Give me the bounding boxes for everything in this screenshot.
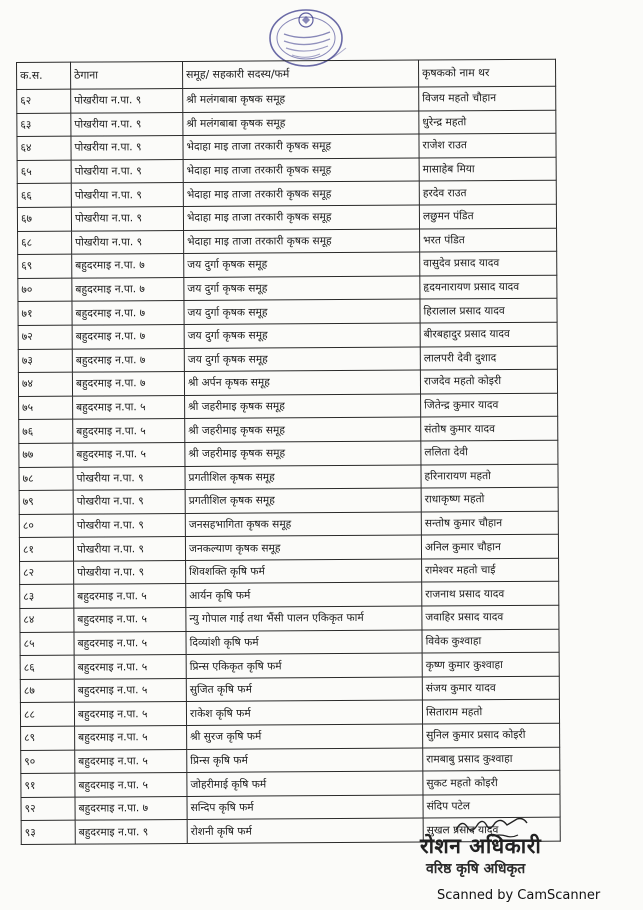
table-row (20, 629, 559, 656)
cell-address: पोखरीया न.पा. ९ (71, 88, 183, 112)
cell-serial: ६४ (17, 136, 71, 160)
cell-farmer-name: राधाकृष्ण महतो (421, 487, 558, 511)
cell-address: पोखरीया न.पा. ९ (71, 206, 183, 230)
cell-serial: ७१ (18, 302, 72, 326)
cell-address: बहुदरमाइ न.पा. ५ (75, 749, 187, 773)
table-row (21, 770, 560, 797)
cell-serial: ७२ (18, 325, 72, 349)
cell-group: जय दुर्गा कृषक समूह (184, 323, 420, 348)
cell-address: बहुदरमाइ न.पा. ७ (72, 277, 184, 301)
table-row (19, 534, 558, 561)
table-row (21, 747, 560, 774)
cell-serial: ७५ (19, 396, 73, 420)
cell-address: बहुदरमाइ न.पा. ५ (75, 726, 187, 750)
cell-address: बहुदरमाइ न.पा. ५ (74, 678, 186, 702)
cell-serial: ९० (21, 750, 75, 774)
table-row (18, 369, 557, 396)
cell-address: पोखरीया न.पा. ९ (74, 560, 186, 584)
table-row (18, 299, 557, 326)
table-row (17, 133, 556, 160)
table-row (19, 417, 558, 444)
cell-farmer-name: मासाहेब मिया (419, 157, 556, 181)
table-row (20, 676, 559, 703)
table-header-row (17, 59, 556, 89)
cell-serial: ६७ (17, 207, 71, 231)
cell-group: सुजित कृषि फर्म (186, 677, 422, 702)
cell-group: जनसहभागिता कृषक समूह (185, 512, 421, 537)
cell-serial: ७९ (19, 490, 73, 514)
cell-group: जय दुर्गा कृषक समूह (184, 299, 420, 324)
table-row (17, 157, 556, 184)
cell-serial: ८० (19, 514, 73, 538)
table-row (17, 110, 556, 137)
cell-group: श्री सुरज कृषि फर्म (187, 724, 423, 749)
cell-address: बहुदरमाइ न.पा. ५ (74, 631, 186, 655)
cell-serial: ७८ (19, 467, 73, 491)
cell-group: श्री जहरीमाइ कृषक समूह (185, 417, 421, 442)
cell-serial: ७३ (18, 349, 72, 373)
cell-address: बहुदरमाइ न.पा. ५ (74, 608, 186, 632)
cell-group: भेदाहा माइ ताजा तरकारी कृषक समूह (183, 205, 419, 230)
cell-farmer-name: सिताराम महतो (422, 700, 559, 724)
cell-address: बहुदरमाइ न.पा. ५ (74, 655, 186, 679)
cell-group: श्री मलंगबाबा कृषक समूह (183, 111, 419, 136)
table-row (18, 275, 557, 302)
table-row (21, 723, 560, 750)
cell-farmer-name: रामबाबु प्रसाद कुश्वाहा (423, 747, 560, 771)
cell-farmer-name: संदिप पटेल (423, 794, 560, 818)
cell-group: भेदाहा माइ ताजा तरकारी कृषक समूह (183, 134, 419, 159)
cell-farmer-name: ललिता देवी (421, 440, 558, 464)
table-row (18, 251, 557, 278)
cell-serial: ८३ (20, 585, 74, 609)
cell-serial: ९२ (21, 797, 75, 821)
table-row (19, 440, 558, 467)
cell-serial: ६९ (18, 254, 72, 278)
cell-address: बहुदरमाइ न.पा. ७ (72, 372, 184, 396)
table-row (19, 464, 558, 491)
cell-farmer-name: वासुदेव प्रसाद यादव (420, 251, 557, 275)
cell-farmer-name: विजय महतो चौहान (419, 86, 556, 110)
cell-farmer-name: विवेक कुश्वाहा (422, 629, 559, 653)
cell-address: पोखरीया न.पा. ९ (71, 112, 183, 136)
cell-address: पोखरीया न.पा. ९ (71, 136, 183, 160)
cell-serial: ८९ (21, 726, 75, 750)
cell-serial: ८७ (20, 679, 74, 703)
cell-farmer-name: हरिनारायण महतो (421, 464, 558, 488)
table-row (18, 228, 557, 255)
cell-serial: ८५ (20, 632, 74, 656)
cell-group: प्रिन्स कृषि फर्म (187, 748, 423, 773)
cell-address: पोखरीया न.पा. ९ (73, 513, 185, 537)
cell-group: जय दुर्गा कृषक समूह (184, 252, 420, 277)
cell-address: बहुदरमाइ न.पा. ५ (73, 395, 185, 419)
cell-serial: ८६ (20, 655, 74, 679)
cell-serial: ७४ (18, 372, 72, 396)
cell-farmer-name: धुरेन्द्र महतो (419, 110, 556, 134)
cell-address: बहुदरमाइ न.पा. ७ (72, 254, 184, 278)
table-row (19, 487, 558, 514)
cell-serial: ६८ (18, 231, 72, 255)
table-row (20, 582, 559, 609)
cell-group: प्रगतीशिल कृषक समूह (185, 488, 421, 513)
cell-serial: ७७ (19, 443, 73, 467)
cell-farmer-name: हृदयनारायण प्रसाद यादव (420, 275, 557, 299)
cell-address: बहुदरमाइ न.पा. ५ (75, 773, 187, 797)
table-row (20, 605, 559, 632)
cell-address: बहुदरमाइ न.पा. ५ (74, 584, 186, 608)
cell-farmer-name: सुनिल कुमार प्रसाद कोइरी (423, 723, 560, 747)
cell-address: बहुदरमाइ न.पा. ५ (73, 419, 185, 443)
cell-farmer-name: संतोष कुमार यादव (421, 417, 558, 441)
table-row (17, 86, 556, 113)
farmer-list-table (16, 59, 561, 845)
cell-group: जय दुर्गा कृषक समूह (184, 276, 420, 301)
cell-group: श्री अर्पन कृषक समूह (184, 370, 420, 395)
cell-farmer-name: भरत पंडित (420, 228, 557, 252)
cell-serial: ८४ (20, 608, 74, 632)
cell-farmer-name: राजेश राउत (419, 133, 556, 157)
cell-address: बहुदरमाइ न.पा. ७ (75, 796, 187, 820)
cell-farmer-name: राजदेव महतो कोइरी (420, 369, 557, 393)
cell-farmer-name: सुखल प्रसाद यादव (423, 818, 560, 842)
cell-group: राकेश कृषि फर्म (186, 700, 422, 725)
scanner-watermark: Scanned by CamScanner (437, 888, 601, 903)
table-row (19, 511, 558, 538)
cell-group: जनकल्याण कृषक समूह (185, 535, 421, 560)
cell-group: भेदाहा माइ ताजा तरकारी कृषक समूह (184, 229, 420, 254)
cell-group: जय दुर्गा कृषक समूह (184, 347, 420, 372)
cell-serial: ८८ (20, 703, 74, 727)
cell-farmer-name: संजय कुमार यादव (422, 676, 559, 700)
cell-serial: ९१ (21, 773, 75, 797)
table-row (18, 322, 557, 349)
table-row (17, 204, 556, 231)
cell-serial: ६३ (17, 113, 71, 137)
table-row (20, 558, 559, 585)
cell-address: पोखरीया न.पा. ९ (71, 159, 183, 183)
cell-farmer-name: रामेश्वर महतो चाई (422, 558, 559, 582)
cell-serial: ६६ (17, 184, 71, 208)
cell-group: श्री जहरीमाइ कृषक समूह (185, 394, 421, 419)
cell-farmer-name: बीरबहादुर प्रसाद यादव (420, 322, 557, 346)
cell-address: बहुदरमाइ न.पा. ५ (73, 442, 185, 466)
cell-serial: ७० (18, 278, 72, 302)
cell-address: पोखरीया न.पा. ९ (71, 183, 183, 207)
header-farmer-name: कृषकको नाम थर (418, 59, 555, 87)
cell-farmer-name: हिरालाल प्रसाद यादव (420, 299, 557, 323)
cell-group: सन्दिप कृषि फर्म (187, 795, 423, 820)
cell-group: प्रगतीशिल कृषक समूह (185, 465, 421, 490)
cell-group: भेदाहा माइ ताजा तरकारी कृषक समूह (183, 181, 419, 206)
cell-farmer-name: अनिल कुमार चौहान (421, 534, 558, 558)
cell-farmer-name: जितेन्द्र कुमार यादव (421, 393, 558, 417)
signatory-title: वरिष्ठ कृषि अधिकृत (426, 861, 526, 877)
cell-group: श्री मलंगबाबा कृषक समूह (183, 87, 419, 112)
signatory-name: रोशन अधिकारी (420, 834, 542, 858)
cell-serial: ६२ (17, 89, 71, 113)
cell-serial: ९३ (21, 821, 75, 845)
cell-serial: ८२ (20, 561, 74, 585)
table-row (18, 346, 557, 373)
cell-address: पोखरीया न.पा. ९ (73, 490, 185, 514)
table-row (19, 393, 558, 420)
cell-group: शिवशक्ति कृषि फर्म (186, 559, 422, 584)
cell-farmer-name: सुकट महतो कोइरी (423, 770, 560, 794)
cell-address: बहुदरमाइ न.पा. ५ (74, 702, 186, 726)
header-group: समूह/ सहकारी सदस्य/फर्म (182, 60, 418, 88)
table-row (20, 700, 559, 727)
cell-group: प्रिन्स एकिकृत कृषि फर्म (186, 653, 422, 678)
cell-serial: ७६ (19, 419, 73, 443)
cell-address: पोखरीया न.पा. ९ (72, 230, 184, 254)
cell-address: बहुदरमाइ न.पा. ९ (75, 820, 187, 844)
cell-farmer-name: हरदेव राउत (419, 181, 556, 205)
cell-group: श्री जहरीमाइ कृषक समूह (185, 441, 421, 466)
table-row (17, 181, 556, 208)
cell-farmer-name: लालपरी देवी दुशाद (420, 346, 557, 370)
cell-group: भेदाहा माइ ताजा तरकारी कृषक समूह (183, 158, 419, 183)
cell-address: बहुदरमाइ न.पा. ७ (72, 301, 184, 325)
header-serial: क.स. (17, 62, 71, 89)
table-row (20, 652, 559, 679)
table-body (17, 86, 561, 844)
cell-serial: ६५ (17, 160, 71, 184)
cell-address: बहुदरमाइ न.पा. ७ (72, 324, 184, 348)
cell-farmer-name: सन्तोष कुमार चौहान (421, 511, 558, 535)
cell-farmer-name: कृष्ण कुमार कुश्वाहा (422, 652, 559, 676)
cell-serial: ८१ (19, 537, 73, 561)
cell-address: पोखरीया न.पा. ९ (73, 466, 185, 490)
cell-group: दिव्यांशी कृषि फर्म (186, 630, 422, 655)
cell-farmer-name: लछुमन पंडित (419, 204, 556, 228)
cell-address: पोखरीया न.पा. ९ (73, 537, 185, 561)
cell-farmer-name: राजनाथ प्रसाद यादव (422, 582, 559, 606)
cell-group: रोशनी कृषि फर्म (187, 818, 423, 843)
cell-farmer-name: जवाहिर प्रसाद यादव (422, 605, 559, 629)
cell-group: न्यु गोपाल गाई तथा भैंसी पालन एकिकृत फार्म (186, 606, 422, 631)
cell-group: आर्यन कृषि फर्म (186, 583, 422, 608)
header-address: ठेगाना (71, 61, 183, 89)
cell-group: जोहरीमाई कृषि फर्म (187, 771, 423, 796)
cell-address: बहुदरमाइ न.पा. ७ (72, 348, 184, 372)
